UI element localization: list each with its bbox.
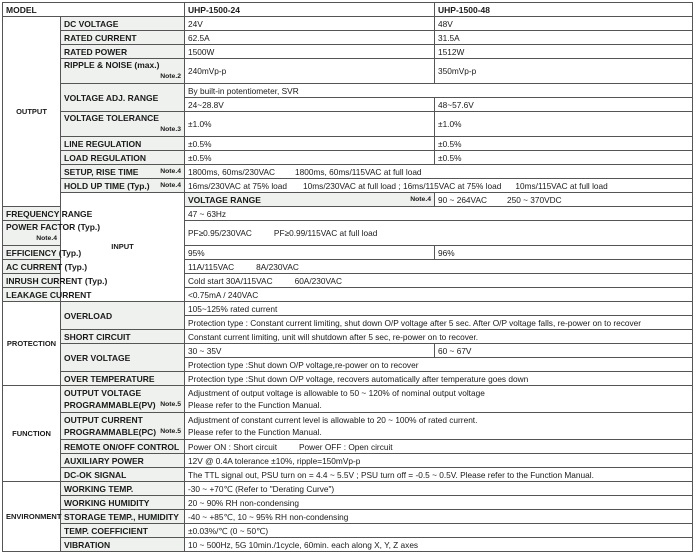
oc-prog-row (3, 413, 693, 440)
value-part: 11A/115VAC (188, 261, 235, 272)
value-b: 48~57.6V (435, 98, 693, 112)
value-part: 10ms/230VAC at full load ; 16ms/115VAC at 75% load (303, 180, 502, 191)
note: Note.4 (160, 167, 182, 175)
value-span (185, 221, 693, 246)
param-label: WORKING HUMIDITY (61, 496, 185, 510)
param-label: STORAGE TEMP., HUMIDITY (61, 510, 185, 524)
param-label: OVERLOAD (61, 302, 185, 330)
rated-power-row (3, 45, 693, 59)
spec-table (2, 2, 693, 552)
value-part: 250 ~ 370VDC (507, 194, 562, 205)
param-label: RATED POWER (61, 45, 185, 59)
label-text: SETUP, RISE TIME (64, 166, 139, 177)
param-label: DC-OK SIGNAL (61, 468, 185, 482)
value-part: Power OFF : Open circuit (299, 441, 393, 452)
param-label: LEAKAGE CURRENT (3, 288, 61, 302)
param-label (61, 165, 185, 179)
value-a: 24~28.8V (185, 98, 435, 112)
param-label: RATED CURRENT (61, 31, 185, 45)
note: Note.4 (160, 181, 182, 189)
param-label: REMOTE ON/OFF CONTROL (61, 440, 185, 454)
working-temp-row (3, 482, 693, 496)
value-a: ±0.5% (185, 151, 435, 165)
param-label: EFFICIENCY (Typ.) (3, 246, 61, 260)
value-line-1: Adjustment of constant current level is allowable to 20 ~ 100% of rated current. (188, 415, 478, 425)
value-part: 1800ms, 60ms/230VAC (188, 166, 276, 177)
value-part: PF≥0.99/115VAC at full load (273, 228, 378, 238)
dc-ok-row (3, 468, 693, 482)
param-label: FREQUENCY RANGE (3, 207, 61, 221)
value-span: 105~125% rated current (185, 302, 693, 316)
value-line-1: Adjustment of output voltage is allowable to 50 ~ 120% of nominal output voltage (188, 388, 485, 398)
param-label: VOLTAGE ADJ. RANGE (61, 84, 185, 112)
value-span: 12V @ 0.4A tolerance ±10%, ripple=150mVp-p (185, 454, 693, 468)
dc-voltage-row (3, 17, 693, 31)
value-line-2: Please refer to the Function Manual. (188, 427, 322, 437)
value-span: Protection type :Shut down O/P voltage,re-power on to recover (185, 358, 693, 372)
param-label: OVER VOLTAGE (61, 344, 185, 372)
value-b: 60 ~ 67V (435, 344, 693, 358)
inrush-row (3, 274, 693, 288)
value-b: ±0.5% (435, 151, 693, 165)
label-line-2: PROGRAMMABLE(PC) (64, 427, 157, 437)
param-label (61, 112, 185, 137)
category-protection: PROTECTION (3, 302, 61, 386)
ov-prog-row (3, 386, 693, 413)
value-part: Power ON : Short circuit (188, 441, 278, 452)
value-part: 10ms/115VAC at full load (515, 180, 608, 191)
over-temp-row (3, 372, 693, 386)
value-b: 48V (435, 17, 693, 31)
param-label: LOAD REGULATION (61, 151, 185, 165)
over-voltage-row-1 (3, 344, 693, 358)
value-span: Constant current limiting, unit will shutdown after 5 sec, re-power on to recover. (185, 330, 693, 344)
label-text: HOLD UP TIME (Typ.) (64, 180, 150, 191)
value-span: The TTL signal out, PSU turn on = 4.4 ~ 5.5V ; PSU turn off = -0.5 ~ 0.5V. Please refer to the Function Manual. (185, 468, 693, 482)
temp-coef-row (3, 524, 693, 538)
value-b: 31.5A (435, 31, 693, 45)
note: Note.4 (410, 195, 432, 203)
input-voltage-row (3, 193, 693, 207)
aux-power-row (3, 454, 693, 468)
value-span (185, 179, 693, 193)
value-a: 240mVp-p (185, 59, 435, 84)
model-row (3, 3, 693, 17)
value-b: 96% (435, 246, 693, 260)
note: Note.5 (160, 401, 182, 408)
param-label: DC VOLTAGE (61, 17, 185, 31)
model-label: MODEL (3, 3, 185, 17)
value-span: Protection type : Constant current limiting, shut down O/P voltage after 5 sec. After O/P voltage falls, re-power on to recover (185, 316, 693, 330)
value-span: 10 ~ 500Hz, 5G 10min./1cycle, 60min. each along X, Y, Z axes (185, 538, 693, 552)
voltage-tol-row (3, 112, 693, 137)
param-label: AUXILIARY POWER (61, 454, 185, 468)
hold-up-row (3, 179, 693, 193)
param-label (3, 221, 101, 246)
value-desc: By built-in potentiometer, SVR (185, 84, 693, 98)
value-line-2: Please refer to the Function Manual. (188, 400, 322, 410)
param-label (61, 179, 185, 193)
param-label (61, 386, 185, 413)
value-b: 350mVp-p (435, 59, 693, 84)
category-input: INPUT (61, 193, 185, 302)
value-span: Protection type :Shut down O/P voltage, recovers automatically after temperature goes down (185, 372, 693, 386)
value-a: ±1.0% (185, 112, 435, 137)
value-span: 20 ~ 90% RH non-condensing (185, 496, 693, 510)
label-text: VOLTAGE TOLERANCE (64, 113, 159, 123)
category-output: OUTPUT (3, 17, 61, 207)
load-reg-row (3, 151, 693, 165)
remote-row (3, 440, 693, 454)
note: Note.5 (160, 428, 182, 435)
value-span: 47 ~ 63Hz (185, 207, 693, 221)
label-line-1: OUTPUT VOLTAGE (64, 388, 142, 398)
param-label: OVER TEMPERATURE (61, 372, 185, 386)
param-label (185, 193, 435, 207)
value-span (185, 165, 693, 179)
note: Note.4 (36, 235, 57, 242)
value-a: 1500W (185, 45, 435, 59)
value-part: 60A/230VAC (294, 275, 342, 286)
value-a: 30 ~ 35V (185, 344, 435, 358)
value-b: 1512W (435, 45, 693, 59)
setup-rise-row (3, 165, 693, 179)
value-span (185, 274, 693, 288)
value-span (185, 386, 693, 413)
param-label: AC CURRENT (Typ.) (3, 260, 61, 274)
value-a: 24V (185, 17, 435, 31)
param-label (61, 59, 185, 84)
vibration-row (3, 538, 693, 552)
value-span (435, 193, 693, 207)
param-label: LINE REGULATION (61, 137, 185, 151)
working-humidity-row (3, 496, 693, 510)
model-a: UHP-1500-24 (185, 3, 435, 17)
note: Note.3 (160, 126, 182, 133)
voltage-adj-desc-row (3, 84, 693, 98)
value-a: 62.5A (185, 31, 435, 45)
label-text: VOLTAGE RANGE (188, 194, 261, 205)
ripple-row (3, 59, 693, 84)
value-part: 90 ~ 264VAC (438, 194, 487, 205)
param-label: TEMP. COEFFICIENT (61, 524, 185, 538)
value-b: ±0.5% (435, 137, 693, 151)
value-span: <0.75mA / 240VAC (185, 288, 693, 302)
value-part: 1800ms, 60ms/115VAC at full load (295, 166, 422, 177)
line-reg-row (3, 137, 693, 151)
param-label: SHORT CIRCUIT (61, 330, 185, 344)
value-a: ±0.5% (185, 137, 435, 151)
storage-row (3, 510, 693, 524)
value-part: Cold start 30A/115VAC (188, 275, 273, 286)
short-circuit-row (3, 330, 693, 344)
note: Note.2 (160, 73, 182, 80)
value-part: PF≥0.95/230VAC (188, 228, 252, 238)
label-line-1: OUTPUT CURRENT (64, 415, 143, 425)
category-environment: ENVIRONMENT (3, 482, 61, 552)
param-label: VIBRATION (61, 538, 185, 552)
value-span (185, 440, 693, 454)
label-line-2: PROGRAMMABLE(PV) (64, 400, 156, 410)
label-text: RIPPLE & NOISE (max.) (64, 60, 160, 70)
value-part: 8A/230VAC (256, 261, 299, 272)
value-span: -30 ~ +70℃ (Refer to "Derating Curve") (185, 482, 693, 496)
param-label (61, 413, 185, 440)
value-part: 16ms/230VAC at 75% load (188, 180, 288, 191)
value-span (185, 260, 693, 274)
label-text: POWER FACTOR (Typ.) (6, 222, 101, 232)
model-b: UHP-1500-48 (435, 3, 693, 17)
value-span: ±0.03%/℃ (0 ~ 50℃) (185, 524, 693, 538)
category-function: FUNCTION (3, 386, 61, 482)
rated-current-row (3, 31, 693, 45)
overload-row-1 (3, 302, 693, 316)
value-a: 95% (185, 246, 435, 260)
param-label: WORKING TEMP. (61, 482, 185, 496)
value-span (185, 413, 693, 440)
value-span: -40 ~ +85℃, 10 ~ 95% RH non-condensing (185, 510, 693, 524)
value-b: ±1.0% (435, 112, 693, 137)
param-label: INRUSH CURRENT (Typ.) (3, 274, 61, 288)
